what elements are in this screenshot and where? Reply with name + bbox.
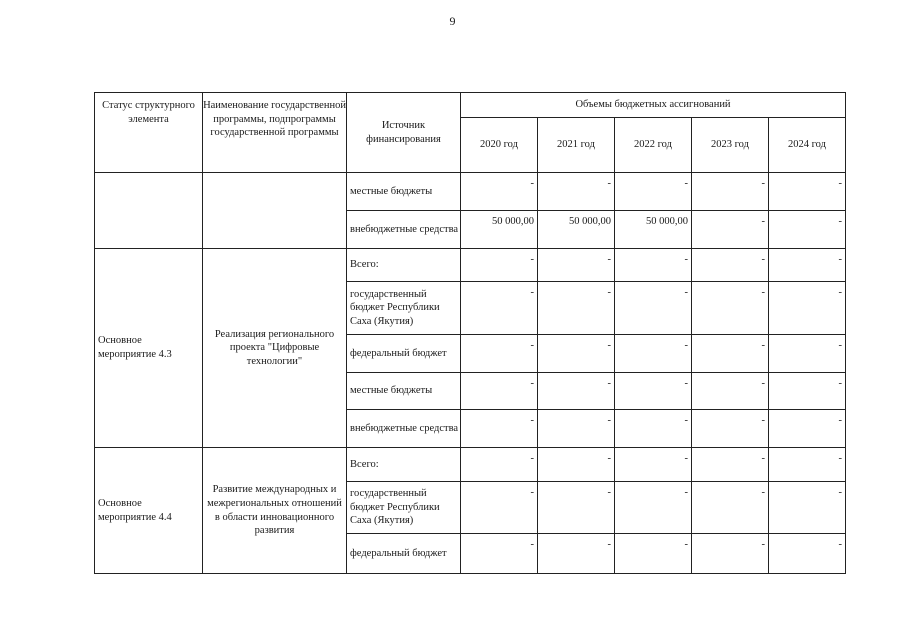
header-status: Статус структурного элемента [95,93,203,173]
value-cell: - [615,335,692,373]
value-cell: - [538,249,615,282]
value-cell: - [615,282,692,335]
value-cell: - [538,410,615,448]
header-year: 2020 год [461,118,538,173]
source-cell: внебюджетные средства [347,410,461,448]
value-cell: - [615,534,692,574]
value-cell: 50 000,00 [461,211,538,249]
source-cell: федеральный бюджет [347,534,461,574]
header-name: Наименование государственной программы, подпрограммы государственной программы [203,93,347,173]
value-cell: - [615,249,692,282]
value-cell: - [615,410,692,448]
value-cell: - [692,534,769,574]
value-cell: - [461,410,538,448]
source-cell: внебюджетные средства [347,211,461,249]
value-cell: - [692,448,769,482]
value-cell: - [769,249,846,282]
table-row [95,448,846,482]
page-number: 9 [449,14,456,28]
value-cell: - [538,448,615,482]
value-cell: - [538,482,615,534]
value-cell: - [769,482,846,534]
value-cell: - [615,448,692,482]
value-cell: - [769,335,846,373]
status-cell: Основное мероприятие 4.3 [95,249,203,448]
value-cell: - [692,482,769,534]
value-cell: - [692,373,769,410]
value-cell: - [692,335,769,373]
value-cell: - [692,249,769,282]
source-cell: местные бюджеты [347,373,461,410]
value-cell: - [461,534,538,574]
header-source: Источник финансирования [347,93,461,173]
value-cell: - [538,534,615,574]
value-cell: - [538,282,615,335]
value-cell: - [538,173,615,211]
value-cell: - [769,448,846,482]
name-cell [203,173,347,249]
source-cell: федеральный бюджет [347,335,461,373]
value-cell: - [461,335,538,373]
header-row-1 [95,93,846,118]
value-cell: - [615,482,692,534]
value-cell: - [615,173,692,211]
value-cell: - [615,373,692,410]
header-year: 2022 год [615,118,692,173]
source-cell: государственный бюджет Республики Саха (Якутия) [347,282,461,335]
status-cell [95,173,203,249]
value-cell: - [692,173,769,211]
table-row [95,173,846,211]
source-cell: Всего: [347,249,461,282]
value-cell: - [461,282,538,335]
header-volumes: Объемы бюджетных ассигнований [461,93,846,118]
value-cell: - [461,482,538,534]
table-row [95,249,846,282]
value-cell: - [461,373,538,410]
value-cell: - [769,173,846,211]
value-cell: - [692,410,769,448]
value-cell: 50 000,00 [538,211,615,249]
value-cell: - [769,373,846,410]
value-cell: - [538,335,615,373]
value-cell: - [692,211,769,249]
source-cell: Всего: [347,448,461,482]
source-cell: государственный бюджет Республики Саха (Якутия) [347,482,461,534]
value-cell: - [769,282,846,335]
value-cell: - [461,249,538,282]
value-cell: - [461,448,538,482]
header-year: 2021 год [538,118,615,173]
value-cell: - [769,410,846,448]
name-cell: Развитие международных и межрегиональных отношений в области инновационного развития [203,448,347,574]
name-cell: Реализация регионального проекта "Цифровые технологии" [203,249,347,448]
value-cell: - [769,534,846,574]
status-cell: Основное мероприятие 4.4 [95,448,203,574]
value-cell: - [538,373,615,410]
header-year: 2024 год [769,118,846,173]
source-cell: местные бюджеты [347,173,461,211]
budget-table [94,92,846,574]
value-cell: - [692,282,769,335]
header-year: 2023 год [692,118,769,173]
value-cell: - [461,173,538,211]
value-cell: 50 000,00 [615,211,692,249]
value-cell: - [769,211,846,249]
